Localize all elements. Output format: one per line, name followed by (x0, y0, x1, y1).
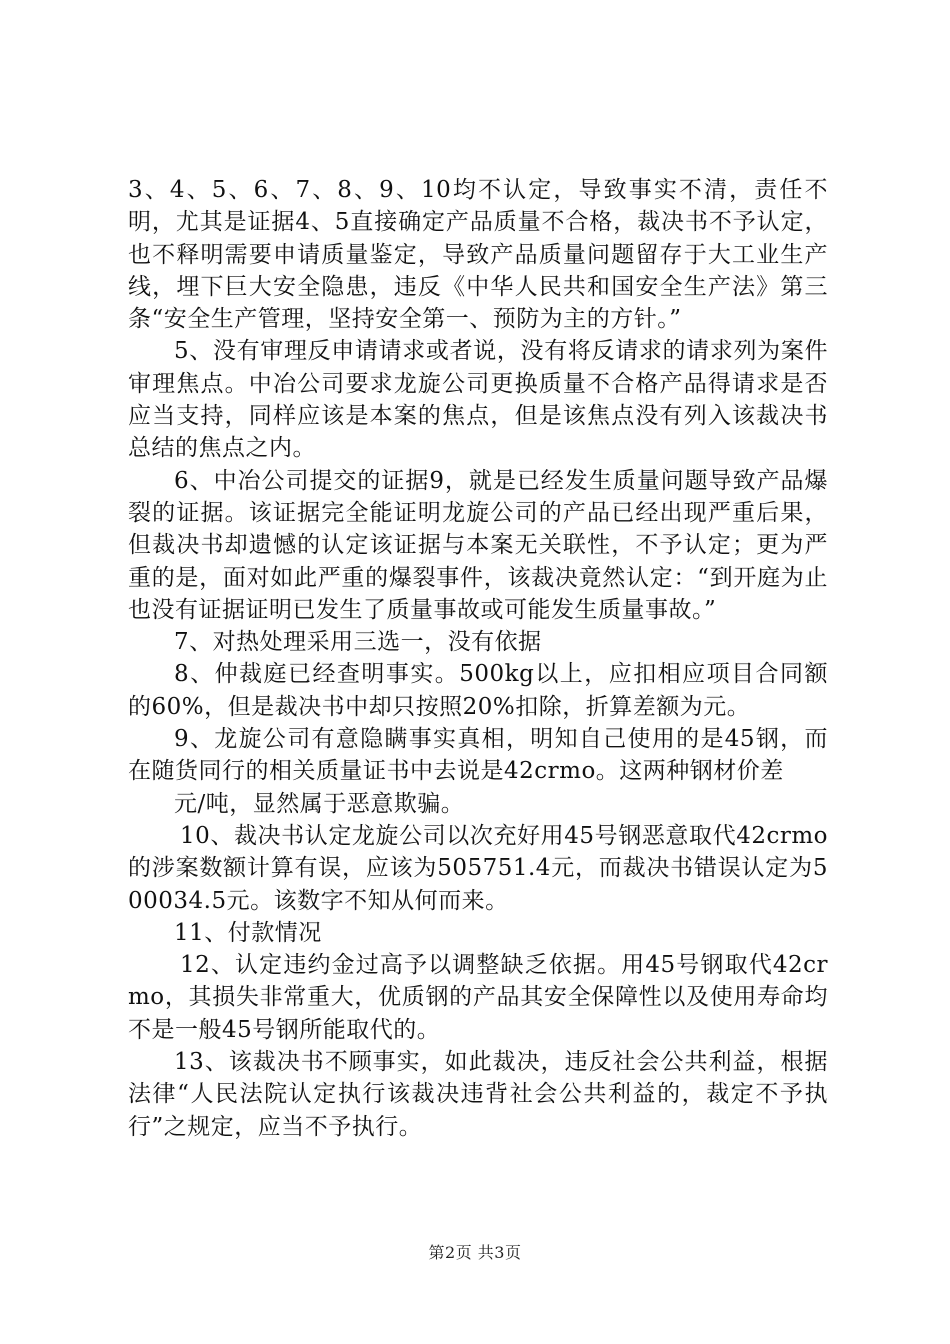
paragraph-item-13: 13、该裁决书不顾事实，如此裁决，违反社会公共利益，根据法律“人民法院认定执行该裁决违背社会公共利益的，裁定不予执行”之规定，应当不予执行。 (128, 1049, 828, 1140)
paragraph-item-5: 5、没有审理反申请请求或者说，没有将反请求的请求列为案件审理焦点。中冶公司要求龙旋公司更换质量不合格产品得请求是否应当支持，同样应该是本案的焦点，但是该焦点没有列入该裁决书总结的焦点之内。 (128, 338, 828, 462)
paragraph-item-8: 8、仲裁庭已经查明事实。500kg以上，应扣相应项目合同额的60%，但是裁决书中却只按照20%扣除，折算差额为元。 (128, 661, 828, 720)
paragraph-item-11: 11、付款情况 (174, 919, 322, 946)
paragraph-item-6: 6、中冶公司提交的证据9，就是已经发生质量问题导致产品爆裂的证据。该证据完全能证明龙旋公司的产品已经出现严重后果，但裁决书却遗憾的认定该证据与本案无关联性，不予认定；更为严重的是，面对如此严重的爆裂事件，该裁决竟然认定：“到开庭为止也没有证据证明已发生了质量事故或可能发生质量事故。” (128, 467, 828, 623)
paragraph-item-9: 9、龙旋公司有意隐瞒事实真相，明知自己使用的是45钢，而在随货同行的相关质量证书中去说是42crmo。这两种钢材价差 (128, 726, 828, 785)
document-body (128, 174, 828, 1143)
paragraph-item-7: 7、对热处理采用三选一，没有依据 (174, 629, 542, 656)
paragraph-continuation: 3、4、5、6、7、8、9、10均不认定，导致事实不清，责任不明，尤其是证据4、5直接确定产品质量不合格，裁决书不予认定，也不释明需要申请质量鉴定，导致产品质量问题留存于大工业生产线，埋下巨大安全隐患，违反《中华人民共和国安全生产法》第三条“安全生产管理，坚持安全第一、预防为主的方针。” (128, 177, 828, 333)
paragraph-item-9-continued: 元/吨，显然属于恶意欺骗。 (174, 790, 465, 817)
paragraph-item-10: 10、裁决书认定龙旋公司以次充好用45号钢恶意取代42crmo的涉案数额计算有误，应该为505751.4元，而裁决书错误认定为500034.5元。该数字不知从何而来。 (128, 822, 828, 914)
paragraph-item-12: 12、认定违约金过高予以调整缺乏依据。用45号钢取代42crmo，其损失非常重大，优质钢的产品其安全保障性以及使用寿命均不是一般45号钢所能取代的。 (128, 952, 828, 1043)
page-number-footer: 第2页 共3页 (428, 1243, 522, 1262)
